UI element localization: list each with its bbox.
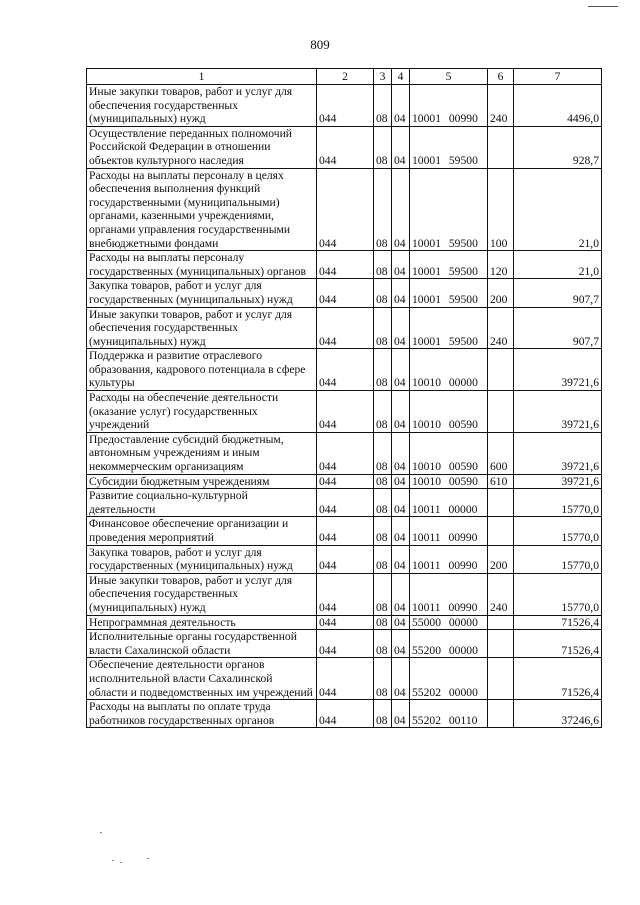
row-subsection-code: 04 <box>392 573 410 615</box>
row-name: Исполнительные органы государственной власти Сахалинской области <box>87 630 317 658</box>
table-row <box>87 489 602 517</box>
row-target-code: 10001 59500 <box>410 168 488 251</box>
row-amount: 39721,6 <box>514 349 602 391</box>
table-row <box>87 279 602 307</box>
row-section-code: 08 <box>374 251 392 279</box>
row-amount: 39721,6 <box>514 432 602 474</box>
row-expense-type-code: 610 <box>488 474 514 489</box>
row-amount: 15770,0 <box>514 489 602 517</box>
row-section-code: 08 <box>374 279 392 307</box>
row-name: Непрограммная деятельность <box>87 615 317 630</box>
row-amount: 15770,0 <box>514 573 602 615</box>
row-target-code: 10010 00590 <box>410 474 488 489</box>
row-expense-type-code: 120 <box>488 251 514 279</box>
row-section-code: 08 <box>374 126 392 168</box>
row-ved-code: 044 <box>317 432 374 474</box>
row-expense-type-code: 100 <box>488 168 514 251</box>
row-subsection-code: 04 <box>392 517 410 545</box>
row-name: Расходы на обеспечение деятельности (оказание услуг) государственных учреждений <box>87 391 317 433</box>
row-ved-code: 044 <box>317 251 374 279</box>
row-amount: 907,7 <box>514 279 602 307</box>
table-row <box>87 349 602 391</box>
row-ved-code: 044 <box>317 349 374 391</box>
row-amount: 39721,6 <box>514 474 602 489</box>
row-amount: 39721,6 <box>514 391 602 433</box>
row-subsection-code: 04 <box>392 658 410 700</box>
row-name: Развитие социально-культурной деятельности <box>87 489 317 517</box>
row-amount: 71526,4 <box>514 658 602 700</box>
row-subsection-code: 04 <box>392 489 410 517</box>
row-expense-type-code: 240 <box>488 573 514 615</box>
row-section-code: 08 <box>374 630 392 658</box>
row-name: Иные закупки товаров, работ и услуг для обеспечения государственных (муниципальных) нужд <box>87 307 317 349</box>
row-name: Расходы на выплаты персоналу в целях обеспечения выполнения функций государственными (муниципальными) органами, казенными учреждениями, органами управления государственными внебюджетными фондами <box>87 168 317 251</box>
header-cell: 2 <box>317 69 374 85</box>
row-section-code: 08 <box>374 432 392 474</box>
row-amount: 21,0 <box>514 168 602 251</box>
table-row <box>87 573 602 615</box>
row-name: Закупка товаров, работ и услуг для государственных (муниципальных) нужд <box>87 545 317 573</box>
table-row <box>87 432 602 474</box>
row-subsection-code: 04 <box>392 391 410 433</box>
table-row <box>87 700 602 728</box>
header-row <box>87 69 602 85</box>
row-ved-code: 044 <box>317 700 374 728</box>
row-expense-type-code <box>488 630 514 658</box>
row-subsection-code: 04 <box>392 545 410 573</box>
row-name: Расходы на выплаты по оплате труда работников государственных органов <box>87 700 317 728</box>
table-row <box>87 517 602 545</box>
row-amount: 15770,0 <box>514 545 602 573</box>
header-cell: 1 <box>87 69 317 85</box>
row-expense-type-code <box>488 489 514 517</box>
table-row <box>87 85 602 127</box>
table-row <box>87 658 602 700</box>
table-row <box>87 615 602 630</box>
row-section-code: 08 <box>374 474 392 489</box>
row-expense-type-code <box>488 349 514 391</box>
row-subsection-code: 04 <box>392 630 410 658</box>
row-name: Осуществление переданных полномочий Российской Федерации в отношении объектов культурного наследия <box>87 126 317 168</box>
row-ved-code: 044 <box>317 517 374 545</box>
row-target-code: 55000 00000 <box>410 615 488 630</box>
row-subsection-code: 04 <box>392 251 410 279</box>
row-section-code: 08 <box>374 85 392 127</box>
row-expense-type-code <box>488 658 514 700</box>
row-ved-code: 044 <box>317 615 374 630</box>
table-row <box>87 251 602 279</box>
row-subsection-code: 04 <box>392 126 410 168</box>
row-section-code: 08 <box>374 700 392 728</box>
row-target-code: 10011 00000 <box>410 489 488 517</box>
table-body <box>87 85 602 728</box>
row-name: Обеспечение деятельности органов исполнительной власти Сахалинской области и подведомственных им учреждений <box>87 658 317 700</box>
row-target-code: 10001 59500 <box>410 251 488 279</box>
row-name: Закупка товаров, работ и услуг для государственных (муниципальных) нужд <box>87 279 317 307</box>
budget-table <box>86 68 602 728</box>
page-number: 809 <box>310 37 330 52</box>
row-section-code: 08 <box>374 573 392 615</box>
row-amount: 37246,6 <box>514 700 602 728</box>
row-expense-type-code: 200 <box>488 279 514 307</box>
row-section-code: 08 <box>374 391 392 433</box>
row-subsection-code: 04 <box>392 85 410 127</box>
row-expense-type-code: 240 <box>488 85 514 127</box>
row-expense-type-code <box>488 615 514 630</box>
row-expense-type-code <box>488 391 514 433</box>
row-expense-type-code <box>488 700 514 728</box>
row-ved-code: 044 <box>317 85 374 127</box>
row-subsection-code: 04 <box>392 279 410 307</box>
row-expense-type-code: 240 <box>488 307 514 349</box>
row-name: Иные закупки товаров, работ и услуг для обеспечения государственных (муниципальных) нужд <box>87 85 317 127</box>
table-row <box>87 168 602 251</box>
row-expense-type-code: 600 <box>488 432 514 474</box>
row-subsection-code: 04 <box>392 700 410 728</box>
table-row <box>87 630 602 658</box>
row-target-code: 10001 59500 <box>410 126 488 168</box>
row-amount: 907,7 <box>514 307 602 349</box>
row-section-code: 08 <box>374 545 392 573</box>
row-amount: 71526,4 <box>514 630 602 658</box>
row-ved-code: 044 <box>317 391 374 433</box>
row-amount: 15770,0 <box>514 517 602 545</box>
row-subsection-code: 04 <box>392 432 410 474</box>
corner-mark <box>588 6 618 7</box>
header-cell: 5 <box>410 69 488 85</box>
row-target-code: 10010 00000 <box>410 349 488 391</box>
row-target-code: 10001 59500 <box>410 307 488 349</box>
row-target-code: 10011 00990 <box>410 517 488 545</box>
table-row <box>87 474 602 489</box>
row-subsection-code: 04 <box>392 615 410 630</box>
row-section-code: 08 <box>374 615 392 630</box>
row-ved-code: 044 <box>317 489 374 517</box>
row-target-code: 10011 00990 <box>410 545 488 573</box>
row-section-code: 08 <box>374 349 392 391</box>
table-row <box>87 545 602 573</box>
row-section-code: 08 <box>374 517 392 545</box>
row-subsection-code: 04 <box>392 307 410 349</box>
row-section-code: 08 <box>374 658 392 700</box>
row-amount: 71526,4 <box>514 615 602 630</box>
row-section-code: 08 <box>374 489 392 517</box>
row-name: Иные закупки товаров, работ и услуг для обеспечения государственных (муниципальных) нужд <box>87 573 317 615</box>
row-ved-code: 044 <box>317 474 374 489</box>
row-amount: 21,0 <box>514 251 602 279</box>
row-name: Расходы на выплаты персоналу государственных (муниципальных) органов <box>87 251 317 279</box>
row-ved-code: 044 <box>317 658 374 700</box>
row-section-code: 08 <box>374 168 392 251</box>
row-name: Предоставление субсидий бюджетным, автономным учреждениям и иным некоммерческим организациям <box>87 432 317 474</box>
row-expense-type-code <box>488 126 514 168</box>
table-row <box>87 307 602 349</box>
row-target-code: 10001 00990 <box>410 85 488 127</box>
row-subsection-code: 04 <box>392 168 410 251</box>
row-target-code: 10010 00590 <box>410 391 488 433</box>
table-row <box>87 391 602 433</box>
row-target-code: 55202 00110 <box>410 700 488 728</box>
row-ved-code: 044 <box>317 168 374 251</box>
row-expense-type-code: 200 <box>488 545 514 573</box>
row-ved-code: 044 <box>317 279 374 307</box>
row-target-code: 10011 00990 <box>410 573 488 615</box>
header-cell: 3 <box>374 69 392 85</box>
row-amount: 928,7 <box>514 126 602 168</box>
row-name: Поддержка и развитие отраслевого образования, кадрового потенциала в сфере культуры <box>87 349 317 391</box>
row-target-code: 10010 00590 <box>410 432 488 474</box>
row-target-code: 55202 00000 <box>410 658 488 700</box>
row-amount: 4496,0 <box>514 85 602 127</box>
header-cell: 4 <box>392 69 410 85</box>
header-cell: 6 <box>488 69 514 85</box>
table-row <box>87 126 602 168</box>
row-target-code: 55200 00000 <box>410 630 488 658</box>
row-name: Финансовое обеспечение организации и проведения мероприятий <box>87 517 317 545</box>
row-ved-code: 044 <box>317 545 374 573</box>
row-subsection-code: 04 <box>392 349 410 391</box>
row-target-code: 10001 59500 <box>410 279 488 307</box>
header-cell: 7 <box>514 69 602 85</box>
row-name: Субсидии бюджетным учреждениям <box>87 474 317 489</box>
row-ved-code: 044 <box>317 307 374 349</box>
row-expense-type-code <box>488 517 514 545</box>
row-ved-code: 044 <box>317 573 374 615</box>
row-section-code: 08 <box>374 307 392 349</box>
row-subsection-code: 04 <box>392 474 410 489</box>
row-ved-code: 044 <box>317 126 374 168</box>
row-ved-code: 044 <box>317 630 374 658</box>
